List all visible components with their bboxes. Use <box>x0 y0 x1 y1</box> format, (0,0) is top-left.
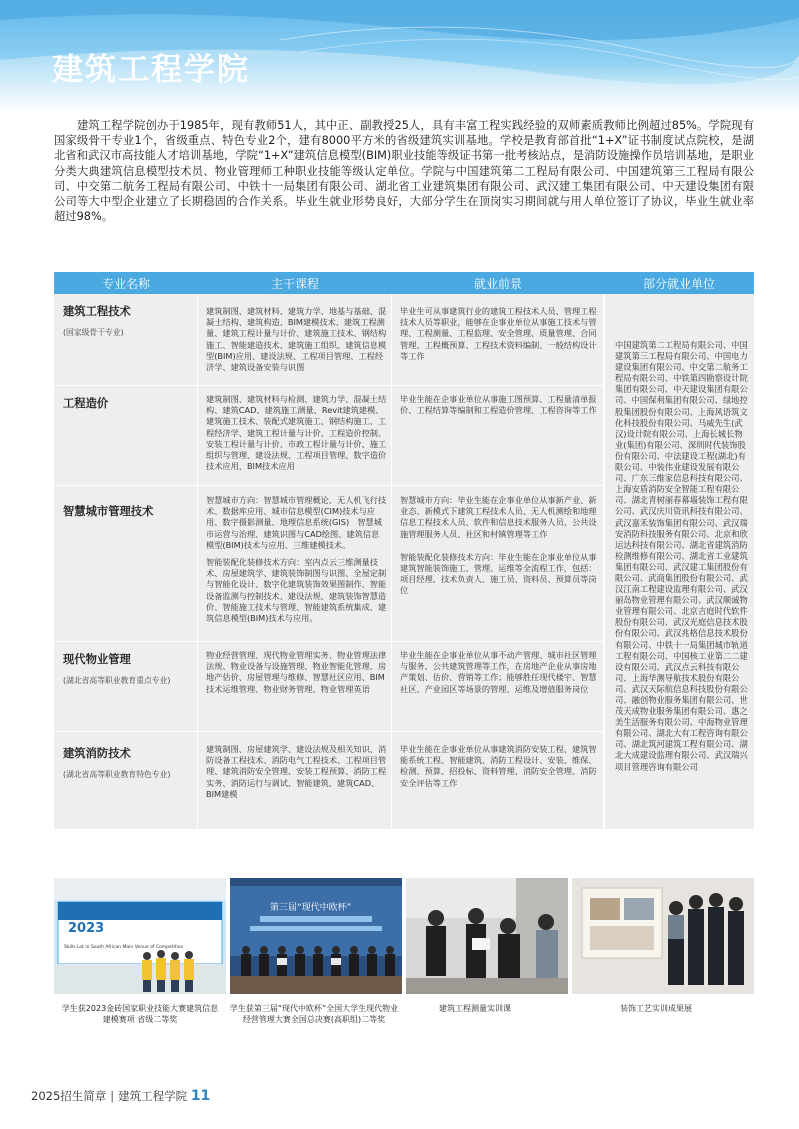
photo-caption: 学生获第三届“现代中欧杯”全国大学生现代物业经营管理大赛全国总决赛(高职组)二等奖 <box>229 1004 399 1024</box>
prospects-text: 毕业生可从事建筑行业的建筑工程技术人员、管理工程技术人员等职业，能够在企事业单位从事施工技术与管理、工程测量、工程监理、安全管理、质量管理、合同管理、工程概预算、工程技术资料编制、一般结构设计等工作 <box>400 306 597 361</box>
courses-text: 建筑制图、建筑材料与检测、建筑力学、混凝土结构、建筑CAD、建筑施工测量、Revit建筑建模、建筑施工技术、装配式建筑施工、钢结构施工、工程经济学、建筑工程计量与计价、工程造价控制、安装工程计量与计价、市政工程计量与计价、施工组织与管理、建设法规、工程项目管理、数字造价技术应用、BIM技术应用 <box>206 394 387 472</box>
courses-text: 建筑制图、房屋建筑学、建设法规及相关知识、消防设备工程技术、消防电气工程技术、工程项目管理、建筑消防安全管理、安装工程预算、消防工程实务、消防运行与调试、智能建筑、建筑CAD、BIM建模 <box>206 744 387 799</box>
courses-cell <box>198 732 392 829</box>
courses-text: 物业经营管理、现代物业管理实务、物业管理法律法规、物业设备与设施管理、物业智能化管理、房地产估价、房屋管理与维修、智慧社区应用、BIM技术运维管理、物业财务管理、物业管理英语 <box>206 650 387 694</box>
photo-strip <box>54 878 754 994</box>
courses-text: 智慧城市方向：智慧城市管理概论、无人机飞行技术、数据库应用、城市信息模型(CIM)技术与应用、数字摄影测量、地理信息系统(GIS) 智慧城市运营与治理、建筑识图与CAD绘图、建筑信息模型(BIM)技术与应用、三维建模技术。 <box>206 495 387 550</box>
prospects-text: 智能装配化装修技术方向：毕业生能在企事业单位从事建筑智能装饰施工、管理、运维等全流程工作，包括：项目经理、技术负责人、施工员、资料员、预算员等岗位 <box>400 551 597 596</box>
prospects-cell <box>392 386 604 485</box>
table-header <box>54 272 754 294</box>
major-note: (国家级骨干专业) <box>63 328 124 338</box>
major-cell <box>54 642 198 731</box>
major-note: (湖北省高等职业教育重点专业) <box>63 676 171 686</box>
exhibition-photo-image <box>572 878 754 994</box>
exhibition-photo <box>572 878 754 994</box>
prospects-text: 智慧城市方向：毕业生能在企事业单位从事新产业、新业态、新模式下建筑工程技术人员、无人机测绘和地理信息工程技术人员、软件和信息技术服务人员、公共设施管理服务人员、社区和村镇管理等工作 <box>400 495 597 539</box>
major-name: 建筑消防技术 <box>63 747 131 760</box>
page-number: 11 <box>190 1088 211 1104</box>
competition-photo-2 <box>230 878 402 994</box>
table-body <box>54 294 754 829</box>
prospects-text: 毕业生能在企事业单位从事不动产管理、城市社区管理与服务、公共建筑管理等工作，在房地产企业从事房地产策划、估价、营销等工作；能够胜任现代楼宇、智慧社区、产业园区等场景的管理、运维及增值服务岗位 <box>400 650 597 694</box>
competition-photo-1-image <box>54 878 226 994</box>
intro-paragraph: 建筑工程学院创办于1985年，现有教师51人，其中正、副教授25人，具有丰富工程实践经验的双师素质教师比例超过85%。学院现有国家级骨干专业1个，省级重点、特色专业2个，建有8000平方米的省级建筑实训基地。学校是教育部首批“1+X”证书制度试点院校，是湖北省和武汉市高技能人才培训基地，学院“1+X”建筑信息模型(BIM)职业技能等级证书第一批考核站点，是消防设施操作员培训基地，是职业分类大典建筑信息模型技术员、物业管理师工种职业技能等级认定单位。学院与中国建筑第二工程局有限公司、中国建筑第三工程局有限公司、中交第二航务工程局有限公司、中铁十一局集团有限公司、湖北省工业建筑集团有限公司、武汉建工集团有限公司、中天建设集团有限公司等大中型企业建立了长期稳固的合作关系。毕业生就业形势良好，大部分学生在顶岗实习期间就与用人单位签订了协议，毕业生就业率超过98%。 <box>54 119 754 224</box>
board-caption: Skills Lot in South African Main Venue of Competition <box>64 945 184 950</box>
prospects-cell <box>392 294 604 385</box>
courses-text: 建筑制图、建筑材料、建筑力学、地基与基础、混凝土结构、建筑构造、BIM建模技术、建筑工程测量、建筑工程计量与计价、建筑施工技术、钢结构施工、智能建造技术、建筑施工组织、建筑信息模型(BIM)应用、建设法规、工程项目管理、工程经济学、建筑设备安装与识图 <box>206 306 387 373</box>
table-row <box>54 732 604 829</box>
major-cell <box>54 486 198 641</box>
employers-cell: 中国建筑第二工程局有限公司、中国建筑第三工程局有限公司、中国电力建设集团有限公司、中交第二航务工程局有限公司、中铁第四勘察设计院集团有限公司、中天建设集团有限公司、中国保利集团有限公司、绿地控股集团股份有限公司、上海风语筑文化科技股份有限公司、马威先生(武汉)设计院有限公司、上海长城长物业(集团)有限公司、深圳时代装饰股份有限公司、中法建设工程(湖北)有限公司、中装伟业建设发展有限公司、广东三维家信息科技有限公司、上海安盾消防安全智能工程有限公司、湖北青树丽春幕墙装饰工程有限公司、武汉庆川资讯科技有限公司、武汉嘉禾装饰集团有限公司、武汉瑞安消防科技服务有限公司、北京和欣运达科技有限公司、湖北省建筑消防检测维修有限公司、湖北省工业建筑集团有限公司、武汉建工集团股份有限公司、武商集团股份有限公司、武汉江南工程建设监理有限公司、武汉丽岛物业管理有限公司、武汉顺诚物业管理有限公司、北京吉庭时代软件股份有限公司、武汉光庭信息技术股份有限公司、武汉兆格信息技术股份有限公司、中铁十一局集团城市轨道工程有限公司、中国核工业第二二建设有限公司、武汉点云科技有限公司、上海华测导航技术股份有限公司、武汉天际航信息科技股份有限公司、融创物业服务集团有限公司、世茂天成物业服务集团有限公司、惠之美生活服务有限公司、中海物业管理有限公司、湖北大有工程咨询有限公司、湖北筑河建筑工程有限公司、湖北大成建设监理有限公司、武汉瑞兴项目管理咨询有限公司 <box>604 294 754 829</box>
courses-cell <box>198 386 392 485</box>
survey-class-photo <box>406 878 568 994</box>
page-footer <box>31 1088 210 1104</box>
courses-cell <box>198 486 392 641</box>
prospects-cell <box>392 486 604 641</box>
major-cell <box>54 386 198 485</box>
major-cell <box>54 732 198 829</box>
header-employers: 部分就业单位 <box>642 276 715 291</box>
footer-section-name: 建筑工程学院 <box>118 1089 188 1103</box>
header-major: 专业名称 <box>101 276 150 291</box>
survey-class-photo-image <box>406 878 568 994</box>
board-title: 第三届“现代中欧杯” <box>270 903 352 913</box>
photo-caption: 装饰工艺实训成果展 <box>620 1004 692 1013</box>
major-name: 建筑工程技术 <box>63 305 131 318</box>
majors-table <box>54 272 754 829</box>
page-title: 建筑工程学院 <box>52 52 250 88</box>
prospects-text: 毕业生能在企事业单位从事施工图预算、工程量清单报价、工程结算等编制和工程造价管理、工程咨询等工作 <box>400 394 597 416</box>
photo-caption: 建筑工程测量实训课 <box>439 1004 511 1013</box>
board-year: 2023 <box>68 921 105 936</box>
major-name: 现代物业管理 <box>63 653 131 666</box>
major-note: (湖北省高等职业教育特色专业) <box>63 770 171 780</box>
courses-cell <box>198 642 392 731</box>
competition-photo-1 <box>54 878 226 994</box>
table-row <box>54 642 604 732</box>
competition-photo-2-image <box>230 878 402 994</box>
footer-separator: | <box>110 1089 115 1103</box>
prospects-cell <box>392 642 604 731</box>
courses-cell <box>198 294 392 385</box>
header-courses: 主干课程 <box>270 276 319 291</box>
header-prospects: 就业前景 <box>473 276 522 291</box>
table-row <box>54 386 604 486</box>
major-name: 工程造价 <box>63 397 109 410</box>
courses-text: 智能装配化装修技术方向：室内点云三维测量技术、房屋建筑学、建筑装饰制图与识图、全屋定制与智能化设计、数字化建筑装饰效果图制作、智能设备监测与控制技术、建设法规、建筑装饰智慧造价、智能施工技术与管理、智能建筑系统集成、建筑信息模型(BIM)技术与应用。 <box>206 557 387 624</box>
photo-caption: 学生获2023金砖国家职业技能大赛建筑信息建模赛项 省级二等奖 <box>61 1004 219 1024</box>
header-banner <box>0 0 799 112</box>
prospects-cell <box>392 732 604 829</box>
prospects-text: 毕业生能在企事业单位从事建筑消防安装工程、建筑智能系统工程、智能建筑、消防工程设计、安装、维保、检测、预算、招投标、资料管理、消防安全管理、消防安全评估等工作 <box>400 744 597 788</box>
major-cell <box>54 294 198 385</box>
table-row <box>54 294 604 386</box>
major-name: 智慧城市管理技术 <box>63 505 154 518</box>
footer-brochure-title: 2025招生简章 <box>31 1089 107 1103</box>
table-row <box>54 486 604 642</box>
